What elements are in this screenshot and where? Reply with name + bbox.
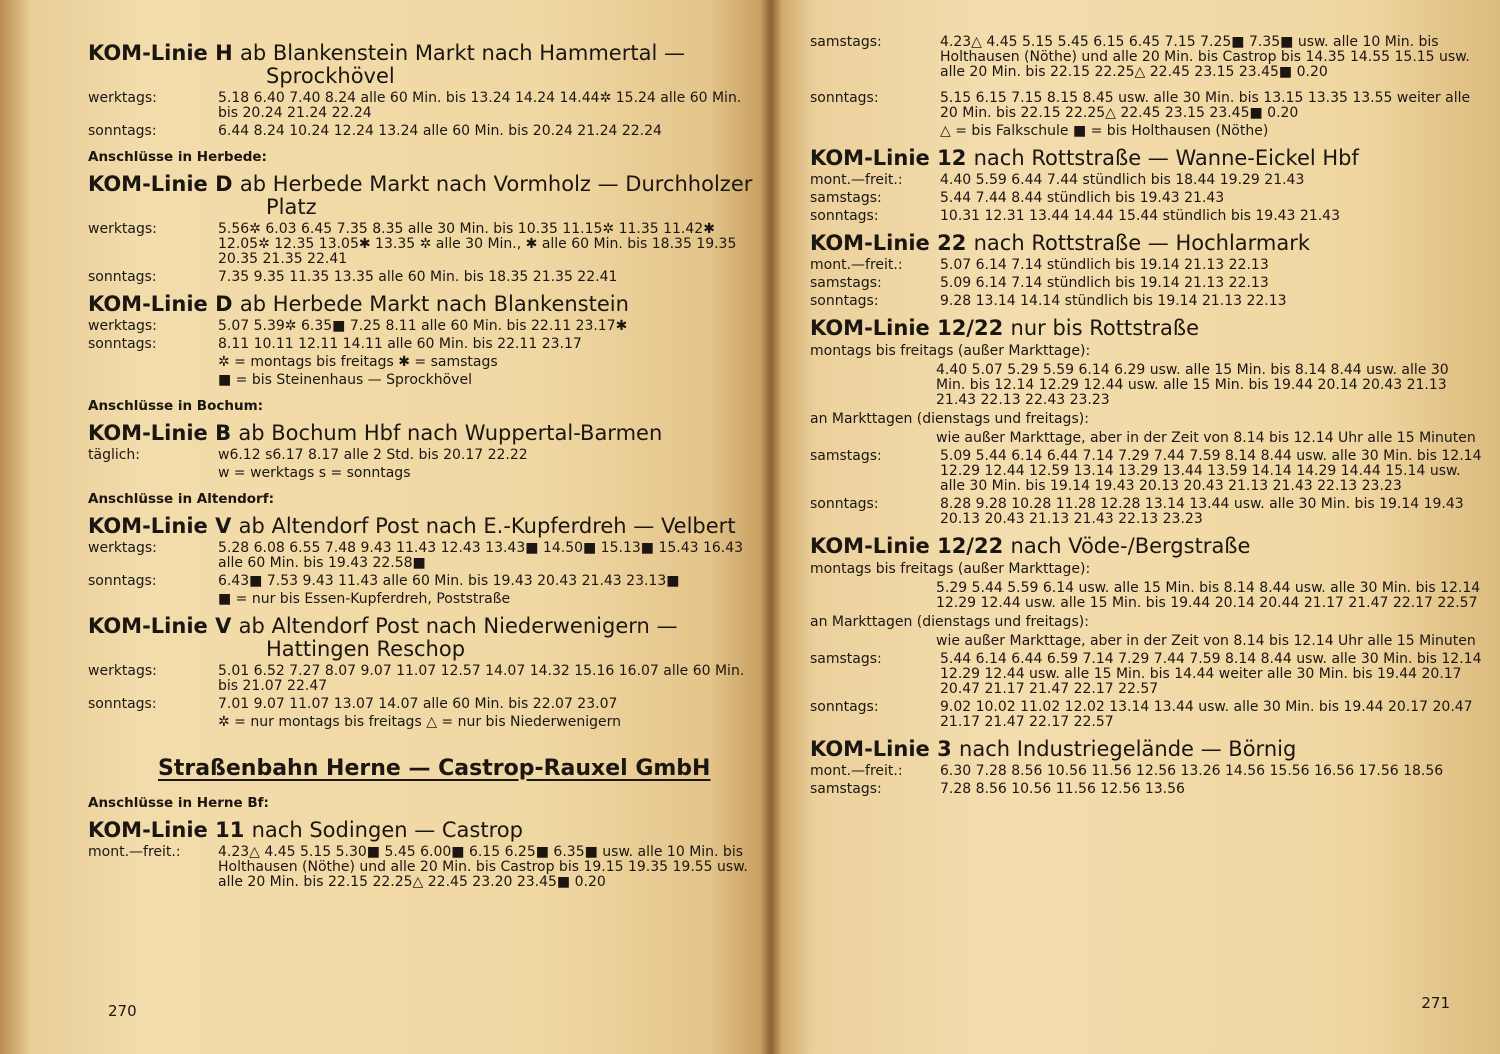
route-heading-b: [88, 422, 756, 445]
route-name: KOM-Linie V: [88, 514, 232, 538]
times: 6.43■ 7.53 9.43 11.43 alle 60 Min. bis 19.43 20.43 21.43 23.13■: [218, 573, 680, 589]
day-label: mont.—freit.:: [810, 257, 903, 273]
times: 7.28 8.56 10.56 11.56 12.56 13.56: [940, 781, 1185, 797]
day-label: samstags:: [810, 448, 882, 464]
times: 8.28 9.28 10.28 11.28 12.28 13.14 13.44 usw. alle 30 Min. bis 19.14 19.43 20.13 20.43 21.13 21.43 22.13 23.23: [940, 496, 1464, 527]
times: 4.23△ 4.45 5.15 5.30■ 5.45 6.00■ 6.15 6.25■ 6.35■ usw. alle 10 Min. bis Holthausen (Nöthe) und alle 20 Min. bis Castrop bis 19.15 19.35 19.55 usw. alle 20 Min. bis 22.15 22.25△ 22.45 23.20 23.45■ 0.20: [218, 844, 748, 890]
day-label: samstags:: [810, 275, 882, 291]
route-title: ab Altendorf Post nach E.-Kupferdreh — Velbert: [238, 514, 736, 538]
left-page-content: [88, 34, 756, 890]
times: 10.31 12.31 13.44 14.44 15.44 stündlich bis 19.43 21.43: [940, 208, 1340, 224]
schedule-row: [810, 652, 1482, 697]
route-name: KOM-Linie V: [88, 614, 232, 638]
day-label: täglich:: [88, 447, 141, 463]
day-label: sonntags:: [88, 123, 157, 139]
schedule-row: [88, 222, 756, 267]
route-heading-22: [810, 232, 1482, 255]
schedule-row: [88, 541, 756, 571]
schedule-row: [810, 173, 1482, 188]
schedule-row: [810, 258, 1482, 273]
route-name: KOM-Linie B: [88, 421, 232, 445]
route-name: KOM-Linie 3: [810, 737, 952, 761]
schedule-row: [88, 337, 756, 352]
times: 9.28 13.14 14.14 stündlich bis 19.14 21.13 22.13: [940, 293, 1287, 309]
times: 4.23△ 4.45 5.15 5.45 6.15 6.45 7.15 7.25■ 7.35■ usw. alle 10 Min. bis Holthausen (Nöthe) und alle 20 Min. bis Castrop bis 14.35 14.55 15.15 usw. alle 20 Min. bis 22.15 22.25△ 22.45 23.15 23.45■ 0.20: [940, 34, 1470, 80]
times: 5.01 6.52 7.27 8.07 9.07 11.07 12.57 14.07 14.32 15.16 16.07 alle 60 Min. bis 21.07 22.47: [218, 663, 745, 694]
route-heading-h: [88, 42, 756, 88]
route-heading-12: [810, 147, 1482, 170]
schedule-row: [88, 448, 756, 463]
day-label: sonntags:: [810, 208, 879, 224]
route-title: nach Vöde-/Bergstraße: [1010, 534, 1251, 558]
day-label: samstags:: [810, 651, 882, 667]
route-title-cont: Sprockhövel: [266, 64, 395, 88]
section-heading: Anschlüsse in Herbede:: [88, 149, 267, 165]
day-label: mont.—freit.:: [88, 844, 181, 860]
schedule-row: [810, 700, 1482, 730]
times: 6.30 7.28 8.56 10.56 11.56 12.56 13.26 14.56 15.56 16.56 17.56 18.56: [940, 763, 1444, 779]
route-title-cont: Platz: [266, 195, 317, 219]
route-title-cont: Hattingen Reschop: [266, 637, 466, 661]
times: 7.01 9.07 11.07 13.07 14.07 alle 60 Min. bis 22.07 23.07: [218, 696, 618, 712]
times: 5.15 6.15 7.15 8.15 8.45 usw. alle 30 Min. bis 13.15 13.35 13.55 weiter alle 20 Min. bis 22.15 22.25△ 22.45 23.15 23.45■ 0.20: [940, 90, 1471, 121]
times: 5.18 6.40 7.40 8.24 alle 60 Min. bis 13.24 14.24 14.44✲ 15.24 alle 60 Min. bis 20.24 21.24 22.24: [218, 90, 742, 121]
legend-note: ✲ = montags bis freitags ✱ = samstags: [218, 354, 498, 370]
schedule-row: [810, 294, 1482, 309]
times: 4.40 5.59 6.44 7.44 stündlich bis 18.44 19.29 21.43: [940, 172, 1305, 188]
day-label: mont.—freit.:: [810, 763, 903, 779]
schedule-row: [88, 270, 756, 285]
schedule-row: [810, 449, 1482, 494]
times: 4.40 5.07 5.29 5.59 6.14 6.29 usw. alle 15 Min. bis 8.14 8.44 usw. alle 30 Min. bis 12.14 12.29 12.44 usw. alle 15 Min. bis 19.44 20.14 20.43 21.13 21.43 22.13 22.43 23.23: [936, 362, 1449, 408]
period-heading: an Markttagen (dienstags und freitags):: [810, 614, 1089, 630]
page-number: 270: [108, 1002, 137, 1020]
book-gutter: [760, 0, 782, 1054]
route-title: ab Blankenstein Markt nach Hammertal —: [239, 41, 685, 65]
right-page-content: [810, 32, 1482, 797]
page-number: 271: [1421, 994, 1450, 1012]
day-label: sonntags:: [810, 293, 879, 309]
route-title: nach Rottstraße — Hochlarmark: [973, 231, 1311, 255]
route-name: KOM-Linie 22: [810, 231, 967, 255]
route-title: ab Herbede Markt nach Vormholz — Durchholzer: [239, 172, 753, 196]
schedule-row: [88, 697, 756, 712]
times: wie außer Markttage, aber in der Zeit von 8.14 bis 12.14 Uhr alle 15 Minuten: [936, 430, 1476, 446]
times: w6.12 s6.17 8.17 alle 2 Std. bis 20.17 22.22: [218, 447, 528, 463]
schedule-row: [88, 91, 756, 121]
schedule-row: [88, 124, 756, 139]
route-heading-v2: [88, 615, 756, 661]
schedule-row: [88, 574, 756, 589]
schedule-row: [810, 764, 1482, 779]
day-label: sonntags:: [88, 269, 157, 285]
schedule-row: [88, 664, 756, 694]
route-heading-11: [88, 819, 756, 842]
schedule-row: [810, 35, 1482, 80]
right-page: [770, 0, 1500, 1054]
period-heading: an Markttagen (dienstags und freitags):: [810, 411, 1089, 427]
section-heading: Anschlüsse in Bochum:: [88, 398, 264, 414]
day-label: samstags:: [810, 34, 882, 50]
period-heading: montags bis freitags (außer Markttage):: [810, 343, 1091, 359]
route-heading-12-22-voede: [810, 535, 1482, 558]
day-label: samstags:: [810, 190, 882, 206]
route-name: KOM-Linie 12/22: [810, 534, 1004, 558]
times: 5.07 5.39✲ 6.35■ 7.25 8.11 alle 60 Min. bis 22.11 23.17✱: [218, 318, 628, 334]
schedule-row: [88, 845, 756, 890]
route-title: nur bis Rottstraße: [1010, 316, 1200, 340]
route-heading-3: [810, 738, 1482, 761]
legend-note: ■ = bis Steinenhaus — Sprockhövel: [218, 372, 472, 388]
times: wie außer Markttage, aber in der Zeit von 8.14 bis 12.14 Uhr alle 15 Minuten: [936, 633, 1476, 649]
times: 5.07 6.14 7.14 stündlich bis 19.14 21.13 22.13: [940, 257, 1269, 273]
day-label: samstags:: [810, 781, 882, 797]
company-heading: Straßenbahn Herne — Castrop-Rauxel GmbH: [158, 756, 711, 781]
schedule-row: [88, 319, 756, 334]
day-label: sonntags:: [88, 696, 157, 712]
section-heading: Anschlüsse in Herne Bf:: [88, 795, 269, 811]
day-label: sonntags:: [810, 496, 879, 512]
route-title: nach Sodingen — Castrop: [251, 818, 523, 842]
route-name: KOM-Linie 12/22: [810, 316, 1004, 340]
times: 5.44 7.44 8.44 stündlich bis 19.43 21.43: [940, 190, 1225, 206]
times: 7.35 9.35 11.35 13.35 alle 60 Min. bis 18.35 21.35 22.41: [218, 269, 618, 285]
period-heading: montags bis freitags (außer Markttage):: [810, 561, 1091, 577]
day-label: mont.—freit.:: [810, 172, 903, 188]
legend-note: ■ = nur bis Essen-Kupferdreh, Poststraße: [218, 591, 511, 607]
times: 5.09 6.14 7.14 stündlich bis 19.14 21.13 22.13: [940, 275, 1269, 291]
day-label: werktags:: [88, 90, 157, 106]
route-title: nach Industriegelände — Börnig: [959, 737, 1297, 761]
schedule-row: [810, 91, 1482, 121]
schedule-row: [810, 497, 1482, 527]
route-title: ab Herbede Markt nach Blankenstein: [239, 292, 629, 316]
section-heading: Anschlüsse in Altendorf:: [88, 491, 274, 507]
times: 6.44 8.24 10.24 12.24 13.24 alle 60 Min. bis 20.24 21.24 22.24: [218, 123, 662, 139]
legend-note: ✲ = nur montags bis freitags △ = nur bis Niederwenigern: [218, 714, 621, 730]
route-heading-d1: [88, 173, 756, 219]
times: 8.11 10.11 12.11 14.11 alle 60 Min. bis 22.11 23.17: [218, 336, 582, 352]
day-label: sonntags:: [88, 573, 157, 589]
times: 9.02 10.02 11.02 12.02 13.14 13.44 usw. alle 30 Min. bis 19.44 20.17 20.47 21.17 21.47 22.17 22.57: [940, 699, 1473, 730]
legend-note: w = werktags s = sonntags: [218, 465, 411, 481]
day-label: sonntags:: [88, 336, 157, 352]
day-label: werktags:: [88, 221, 157, 237]
times: 5.56✲ 6.03 6.45 7.35 8.35 alle 30 Min. bis 10.35 11.15✲ 11.35 11.42✱ 12.05✲ 12.35 13.05✱ 13.35 ✲ alle 30 Min., ✱ alle 60 Min. bis 18.35 19.35 20.35 21.35 22.41: [218, 221, 737, 267]
schedule-row: [810, 782, 1482, 797]
day-label: werktags:: [88, 540, 157, 556]
legend-note: △ = bis Falkschule ■ = bis Holthausen (Nöthe): [940, 123, 1269, 139]
schedule-row: [810, 209, 1482, 224]
schedule-row: [810, 276, 1482, 291]
route-title: ab Altendorf Post nach Niederwenigern —: [238, 614, 678, 638]
route-title: ab Bochum Hbf nach Wuppertal-Barmen: [238, 421, 663, 445]
day-label: sonntags:: [810, 90, 879, 106]
times: 5.44 6.14 6.44 6.59 7.14 7.29 7.44 7.59 8.14 8.44 usw. alle 30 Min. bis 12.14 12.29 12.44 usw. alle 15 Min. bis 14.44 weiter alle 30 Min. bis 19.44 20.17 20.47 21.17 21.47 22.17 22.57: [940, 651, 1482, 697]
times: 5.28 6.08 6.55 7.48 9.43 11.43 12.43 13.43■ 14.50■ 15.13■ 15.43 16.43 alle 60 Min. bis 19.43 22.58■: [218, 540, 744, 571]
day-label: sonntags:: [810, 699, 879, 715]
day-label: werktags:: [88, 318, 157, 334]
route-heading-12-22-rottstrasse: [810, 317, 1482, 340]
route-name: KOM-Linie D: [88, 292, 233, 316]
route-heading-v1: [88, 515, 756, 538]
route-name: KOM-Linie H: [88, 41, 233, 65]
schedule-row: [810, 191, 1482, 206]
day-label: werktags:: [88, 663, 157, 679]
route-name: KOM-Linie 12: [810, 146, 967, 170]
route-title: nach Rottstraße — Wanne-Eickel Hbf: [973, 146, 1359, 170]
times: 5.29 5.44 5.59 6.14 usw. alle 15 Min. bis 8.14 8.44 usw. alle 30 Min. bis 12.14 12.29 12.44 usw. alle 15 Min. bis 19.44 20.14 20.44 21.17 21.47 22.17 22.57: [936, 580, 1481, 611]
route-heading-d2: [88, 293, 756, 316]
route-name: KOM-Linie D: [88, 172, 233, 196]
times: 5.09 5.44 6.14 6.44 7.14 7.29 7.44 7.59 8.14 8.44 usw. alle 30 Min. bis 12.14 12.29 12.44 12.59 13.14 13.29 13.44 13.59 14.14 14.29 14.44 15.14 usw. alle 30 Min. bis 19.14 19.43 20.13 20.43 21.13 21.43 22.13 23.23: [940, 448, 1482, 494]
route-name: KOM-Linie 11: [88, 818, 245, 842]
